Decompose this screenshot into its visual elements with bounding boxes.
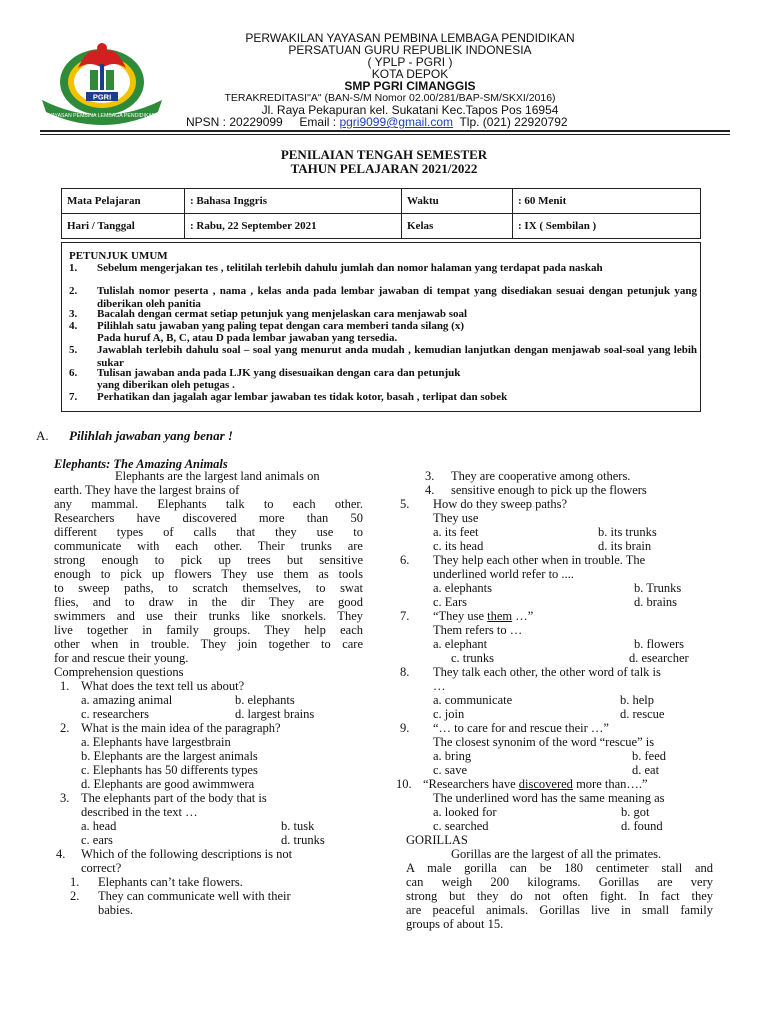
passage-line: communicate with each other. Their trunks are: [54, 539, 363, 553]
option-d[interactable]: d. Elephants are good awimmwera: [81, 777, 255, 791]
option-a[interactable]: a. elephant: [433, 637, 488, 651]
passage-line: for and rescue their young.: [54, 651, 189, 665]
option-a[interactable]: a. bring: [433, 749, 472, 763]
question-number: 3.: [60, 791, 70, 805]
info-table: [61, 188, 701, 239]
section-letter: A.: [36, 428, 49, 443]
option-d[interactable]: d. brains: [634, 595, 678, 609]
option-a[interactable]: a. Elephants have largestbrain: [81, 735, 231, 749]
option-c[interactable]: c. join: [433, 707, 465, 721]
question-text: What does the text tell us about?: [81, 679, 245, 693]
question-text: [423, 778, 648, 792]
option-a[interactable]: a. elephants: [433, 581, 493, 595]
question-text-part: “Researchers have: [423, 777, 519, 791]
gorillas-line: Gorillas are the largest of all the primates.: [451, 847, 662, 861]
header-line-4: KOTA DEPOK: [371, 67, 449, 81]
question-text: How do they sweep paths?: [433, 497, 567, 511]
option-b[interactable]: b. tusk: [281, 819, 315, 833]
instruction-item: Tulislah nomor peserta , nama , kelas anda pada lembar jawaban di tempat yang disediakan sesuai dengan petunjuk yang diberikan oleh panitia: [97, 285, 697, 310]
option-a[interactable]: a. its feet: [433, 525, 479, 539]
instruction-num: 4.: [69, 320, 78, 332]
option-c[interactable]: c. its head: [433, 539, 484, 553]
option-1[interactable]: Elephants can’t take flowers.: [98, 875, 243, 889]
option-d[interactable]: d. eat: [632, 763, 660, 777]
passage-line: different types of calls that they use to: [54, 525, 363, 539]
option-b[interactable]: b. got: [621, 805, 650, 819]
option-a[interactable]: a. head: [81, 819, 117, 833]
passage-line: flies, and to draw in the dir They are good: [54, 595, 363, 609]
class-label: Kelas: [402, 214, 513, 239]
option-c[interactable]: c. Elephants has 50 differents types: [81, 763, 258, 777]
option-a[interactable]: a. looked for: [433, 805, 497, 819]
exam-title: PENILAIAN TENGAH SEMESTER: [280, 147, 488, 162]
question-text: The elephants part of the body that is: [81, 791, 267, 805]
instruction-item: Pada huruf A, B, C, atau D pada lembar jawaban yang tersedia.: [97, 332, 398, 344]
instruction-item: Pilihlah satu jawaban yang paling tepat dengan cara memberi tanda silang (x): [97, 320, 465, 332]
option-b[interactable]: b. Elephants are the largest animals: [81, 749, 258, 763]
gorillas-line: groups of about 15.: [406, 917, 504, 931]
time-value: : 60 Menit: [513, 189, 701, 214]
passage-line: strong enough to pick up trees but sensitive: [54, 553, 363, 567]
gorillas-line: can weigh 200 kilograms. Gorillas are very: [406, 875, 713, 889]
question-number: 2.: [60, 721, 70, 735]
question-number: 10.: [396, 777, 412, 791]
instruction-item: Jawablah terlebih dahulu soal – soal yang menurut anda mudah , kemudian lanjutkan dengan menjawab soal-soal yang lebih sukar: [97, 344, 697, 369]
phone: Tlp. (021) 22920792: [459, 115, 568, 129]
option-number: 3.: [425, 469, 435, 483]
instruction-num: 6.: [69, 367, 78, 379]
question-text: The closest synonim of the word “rescue” is: [433, 735, 655, 749]
option-b[interactable]: b. flowers: [634, 637, 684, 651]
passage-line: any mammal. Elephants talk to each other.: [54, 497, 363, 511]
instruction-item: yang diberikan oleh petugas .: [97, 379, 235, 391]
question-text: Which of the following descriptions is not: [81, 847, 293, 861]
instruction-num: 5.: [69, 344, 78, 356]
passage-line: to sweep paths, to scratch themselves, to swat: [54, 581, 363, 595]
question-number: 9.: [400, 721, 410, 735]
header-rule-thin: [40, 134, 730, 135]
accreditation: TERAKREDITASI"A" (BAN-S/M Nomor 02.00/281/BAP-SM/SKXI/2016): [224, 92, 556, 104]
instructions-box: [61, 242, 701, 412]
option-c[interactable]: c. save: [433, 763, 468, 777]
underlined-word: them: [487, 609, 513, 623]
option-number: 1.: [70, 875, 80, 889]
question-text-part: more than….”: [572, 777, 648, 791]
option-4[interactable]: sensitive enough to pick up the flowers: [451, 483, 647, 497]
date-value: : Rabu, 22 September 2021: [185, 214, 402, 239]
subject-label: Mata Pelajaran: [62, 189, 185, 214]
header-line-3: ( YPLP - PGRI ): [367, 55, 453, 69]
option-d[interactable]: d. rescue: [620, 707, 665, 721]
logo-text: PGRI: [92, 92, 112, 102]
comprehension-title: Comprehension questions: [54, 665, 184, 679]
option-b[interactable]: b. elephants: [235, 693, 295, 707]
address: Jl. Raya Pekapuran kel. Sukatani Kec.Tapos Pos 16954: [261, 103, 559, 117]
question-number: 8.: [400, 665, 410, 679]
gorillas-title: GORILLAS: [406, 833, 468, 847]
option-b[interactable]: b. help: [620, 693, 655, 707]
option-b[interactable]: b. its trunks: [598, 525, 657, 539]
question-text: They use: [433, 511, 479, 525]
option-a[interactable]: a. amazing animal: [81, 693, 173, 707]
question-number: 5.: [400, 497, 410, 511]
question-text: The underlined word has the same meaning as: [433, 791, 665, 805]
instructions-title: PETUNJUK UMUM: [69, 250, 168, 262]
passage-title: Elephants: The Amazing Animals: [54, 457, 228, 471]
option-d[interactable]: d. trunks: [281, 833, 325, 847]
npsn: NPSN : 20229099: [186, 115, 283, 129]
exam-year: TAHUN PELAJARAN 2021/2022: [290, 161, 478, 176]
question-text: “… to care for and rescue their …”: [433, 721, 609, 735]
option-d[interactable]: d. found: [621, 819, 663, 833]
gorillas-line: are peaceful animals. Gorillas live in small family: [406, 903, 713, 917]
passage-line: swimmers and use their trunks like snorkels. They: [54, 609, 363, 623]
gorillas-line: strong but they do not often fight. In fact they: [406, 889, 713, 903]
passage-line: Researchers have discovered more than 50: [54, 511, 363, 525]
option-d[interactable]: d. largest brains: [235, 707, 315, 721]
time-label: Waktu: [402, 189, 513, 214]
header-rule: [40, 130, 730, 132]
question-text: Them refers to …: [433, 623, 523, 637]
question-number: 6.: [400, 553, 410, 567]
email-link[interactable]: pgri9099@gmail.com: [339, 115, 454, 129]
question-text: described in the text …: [81, 805, 198, 819]
option-c[interactable]: c. searched: [433, 819, 489, 833]
passage-line: live together in family groups. They help each: [54, 623, 363, 637]
class-value: : IX ( Sembilan ): [513, 214, 701, 239]
option-a[interactable]: a. communicate: [433, 693, 513, 707]
option-c[interactable]: c. Ears: [433, 595, 468, 609]
instruction-num: 7.: [69, 391, 78, 403]
option-number: 4.: [425, 483, 435, 497]
question-number: 1.: [60, 679, 70, 693]
question-text: What is the main idea of the paragraph?: [81, 721, 281, 735]
instruction-item: Perhatikan dan jagalah agar lembar jawaban tes tidak kotor, basah , terlipat dan sobek: [97, 391, 508, 403]
instruction-item: Bacalah dengan cermat setiap petunjuk yang menjelaskan cara menjawab soal: [97, 308, 468, 320]
option-b[interactable]: b. Trunks: [634, 581, 682, 595]
section-instruction: Pilihlah jawaban yang benar !: [69, 428, 233, 443]
school-name: SMP PGRI CIMANGGIS: [344, 79, 476, 93]
option-c[interactable]: c. trunks: [451, 651, 495, 665]
email-label: Email :: [299, 115, 337, 129]
option-d[interactable]: d. its brain: [598, 539, 652, 553]
option-c[interactable]: c. ears: [81, 833, 113, 847]
instruction-item: Tulisan jawaban anda pada LJK yang disesuaikan dengan cara dan petunjuk: [97, 367, 461, 379]
gorillas-line: A male gorilla can be 180 centimeter stall and: [406, 861, 713, 875]
question-number: 7.: [400, 609, 410, 623]
date-label: Hari / Tanggal: [62, 214, 185, 239]
question-number: 4.: [56, 847, 66, 861]
option-2[interactable]: They can communicate well with their: [98, 889, 291, 903]
header-line-2: PERSATUAN GURU REPUBLIK INDONESIA: [288, 43, 532, 57]
instruction-item: Sebelum mengerjakan tes , telitilah terlebih dahulu jumlah dan nomor halaman yang terdapat pada naskah: [97, 262, 603, 274]
instruction-num: 3.: [69, 308, 78, 320]
option-c[interactable]: c. researchers: [81, 707, 150, 721]
question-text-part: …”: [512, 609, 534, 623]
option-3[interactable]: They are cooperative among others.: [451, 469, 631, 483]
school-logo: [38, 34, 166, 126]
question-text: …: [433, 679, 446, 693]
question-text: correct?: [81, 861, 122, 875]
question-text: underlined world refer to ....: [433, 567, 574, 581]
subject-value: : Bahasa Inggris: [185, 189, 402, 214]
question-text-part: “They use: [433, 609, 488, 623]
instruction-num: 1.: [69, 262, 78, 274]
passage-line: enough to pick up flowers They use them as tools: [54, 567, 363, 581]
passage-line: earth. They have the largest brains of: [54, 483, 240, 497]
logo-ring-text: YAYASAN PEMBINA LEMBAGA PENDIDIKAN: [48, 113, 156, 119]
option-number: 2.: [70, 889, 80, 903]
question-text: [433, 610, 533, 624]
option-b[interactable]: b. feed: [632, 749, 667, 763]
header-line-1: PERWAKILAN YAYASAN PEMBINA LEMBAGA PENDIDIKAN: [245, 31, 575, 45]
underlined-word: discovered: [518, 777, 573, 791]
passage-line: Elephants are the largest land animals on: [115, 469, 320, 483]
question-text: They talk each other, the other word of talk is: [433, 665, 661, 679]
contact-line: [186, 116, 568, 128]
instruction-num: 2.: [69, 285, 78, 297]
question-text: They help each other when in trouble. The: [433, 553, 646, 567]
option-2-cont: babies.: [98, 903, 134, 917]
option-d[interactable]: d. esearcher: [629, 651, 689, 665]
passage-line: other when in trouble. They join together to care: [54, 637, 363, 651]
